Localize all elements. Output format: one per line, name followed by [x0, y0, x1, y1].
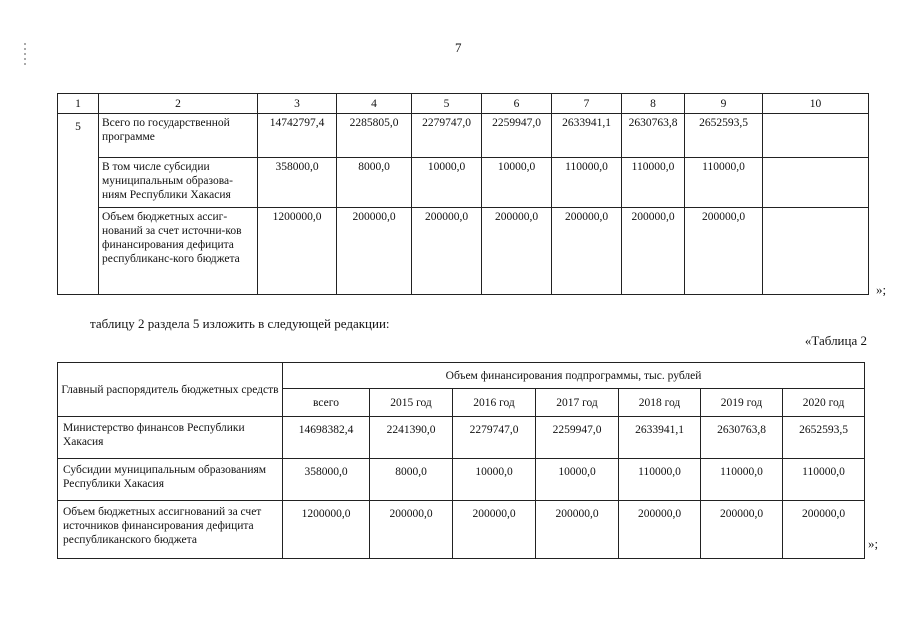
program-funding-table [57, 93, 869, 295]
cell-value: 1200000,0 [258, 208, 337, 295]
table-row [58, 501, 865, 559]
cell-value: 2633941,1 [552, 114, 622, 158]
table-header-row [58, 363, 865, 389]
cell-value: 10000,0 [536, 459, 619, 501]
column-header-main: Главный распорядитель бюджетных средств [58, 363, 283, 417]
column-number: 4 [337, 94, 412, 114]
table-caption: «Таблица 2 [804, 333, 867, 348]
cell-value: 358000,0 [283, 459, 370, 501]
amendment-paragraph: таблицу 2 раздела 5 изложить в следующей редакции: [90, 316, 390, 331]
cell-value: 200000,0 [453, 501, 536, 559]
cell-value: 110000,0 [552, 158, 622, 208]
column-number: 7 [552, 94, 622, 114]
table-row [58, 208, 869, 295]
subprogram-funding-table [57, 362, 865, 559]
column-number: 2 [99, 94, 258, 114]
cell-value: 200000,0 [783, 501, 865, 559]
cell-value: 200000,0 [552, 208, 622, 295]
cell-value: 200000,0 [619, 501, 701, 559]
cell-value: 2633941,1 [619, 417, 701, 459]
cell-value: 8000,0 [337, 158, 412, 208]
cell-value: 14742797,4 [258, 114, 337, 158]
cell-value: 110000,0 [622, 158, 685, 208]
table-header-row [58, 94, 869, 114]
cell-value: 10000,0 [412, 158, 482, 208]
row-label: Объем бюджетных ассигнований за счет источников финансирования дефицита республиканского бюджета [58, 501, 283, 559]
cell-empty [763, 114, 869, 158]
cell-value: 14698382,4 [283, 417, 370, 459]
cell-value: 10000,0 [482, 158, 552, 208]
cell-value: 2285805,0 [337, 114, 412, 158]
cell-value: 8000,0 [370, 459, 453, 501]
row-label: Министерство финансов Республики Хакасия [58, 417, 283, 459]
cell-value: 200000,0 [370, 501, 453, 559]
cell-value: 200000,0 [622, 208, 685, 295]
cell-value: 2259947,0 [536, 417, 619, 459]
cell-value: 200000,0 [482, 208, 552, 295]
cell-value: 110000,0 [685, 158, 763, 208]
column-number: 8 [622, 94, 685, 114]
cell-value: 200000,0 [685, 208, 763, 295]
column-number: 5 [412, 94, 482, 114]
column-number: 6 [482, 94, 552, 114]
closing-quote: »; [876, 282, 887, 297]
column-header: всего [283, 389, 370, 417]
cell-value: 2241390,0 [370, 417, 453, 459]
table-row [58, 158, 869, 208]
column-number: 3 [258, 94, 337, 114]
row-label: Субсидии муниципальным образованиям Республики Хакасия [58, 459, 283, 501]
column-header: 2020 год [783, 389, 865, 417]
scan-margin-mark [20, 40, 30, 70]
column-number: 10 [763, 94, 869, 114]
cell-value: 2652593,5 [783, 417, 865, 459]
cell-value: 1200000,0 [283, 501, 370, 559]
cell-value: 200000,0 [536, 501, 619, 559]
column-header: 2017 год [536, 389, 619, 417]
cell-value: 2279747,0 [412, 114, 482, 158]
row-label: В том числе субсидии муниципальным образова-ниям Республики Хакасия [99, 158, 258, 208]
row-label: Объем бюджетных ассиг-нований за счет источни-ков финансирования дефицита республиканс-кого бюджета [99, 208, 258, 295]
cell-value: 2630763,8 [622, 114, 685, 158]
cell-empty [763, 158, 869, 208]
column-header: 2015 год [370, 389, 453, 417]
cell-value: 10000,0 [453, 459, 536, 501]
row-label: Всего по государственной программе [99, 114, 258, 158]
column-number: 1 [58, 94, 99, 114]
column-header: 2019 год [701, 389, 783, 417]
cell-value: 200000,0 [701, 501, 783, 559]
cell-value: 110000,0 [619, 459, 701, 501]
cell-value: 110000,0 [701, 459, 783, 501]
row-number: 5 [58, 114, 99, 295]
cell-value: 2259947,0 [482, 114, 552, 158]
table-row [58, 459, 865, 501]
cell-value: 2279747,0 [453, 417, 536, 459]
table-row [58, 114, 869, 158]
cell-value: 200000,0 [412, 208, 482, 295]
column-number: 9 [685, 94, 763, 114]
cell-value: 358000,0 [258, 158, 337, 208]
column-header: 2018 год [619, 389, 701, 417]
column-header-group: Объем финансирования подпрограммы, тыс. рублей [283, 363, 865, 389]
closing-quote: »; [868, 536, 879, 551]
cell-value: 110000,0 [783, 459, 865, 501]
cell-empty [763, 208, 869, 295]
cell-value: 200000,0 [337, 208, 412, 295]
cell-value: 2630763,8 [701, 417, 783, 459]
column-header: 2016 год [453, 389, 536, 417]
cell-value: 2652593,5 [685, 114, 763, 158]
page-number: 7 [455, 40, 462, 55]
table-row [58, 417, 865, 459]
